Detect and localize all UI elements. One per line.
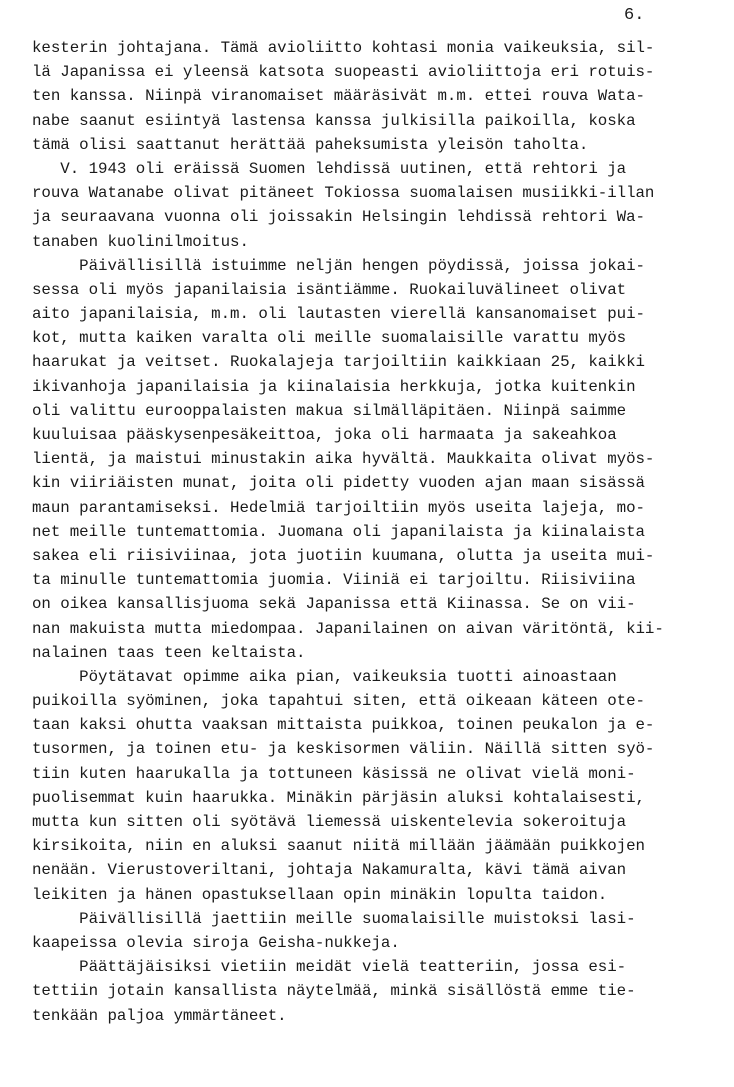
paragraph [32, 665, 732, 907]
text-line: leikiten ja hänen opastuksellaan opin minäkin lopulta taidon. [32, 885, 608, 904]
text-line: Pöytätavat opimme aika pian, vaikeuksia tuotti ainoastaan [32, 667, 617, 686]
text-line: kesterin johtajana. Tämä avioliitto kohtasi monia vaikeuksia, sil- [32, 39, 655, 57]
body-text [32, 36, 732, 1028]
text-line: kuuluisaa pääskysenpesäkeittoa, joka oli harmaata ja sakeahkoa [32, 426, 617, 444]
text-line: Päättäjäisiksi vietiin meidät vielä teatteriin, jossa esi- [32, 958, 627, 977]
text-line: tenkään paljoa ymmärtäneet. [32, 1006, 287, 1025]
page-number: 6. [624, 6, 645, 25]
text-line: nenään. Vierustoveriltani, johtaja Nakamuralta, kävi tämä aivan [32, 861, 627, 880]
paragraph [32, 254, 732, 665]
text-line: lä Japanissa ei yleensä katsota suopeasti avioliittoja eri rotuis- [32, 63, 655, 82]
text-line: V. 1943 oli eräissä Suomen lehdissä uutinen, että rehtori ja [32, 159, 627, 178]
text-line: kot, mutta kaiken varalta oli meille suomalaisille varattu myös [32, 329, 627, 348]
text-line: ja seuraavana vuonna oli joissakin Helsingin lehdissä rehtori Wa- [32, 208, 645, 227]
text-line: ikivanhoja japanilaisia ja kiinalaisia herkkuja, jotka kuitenkin [32, 377, 636, 396]
text-line: ten kanssa. Niinpä viranomaiset määräsivät m.m. ettei rouva Wata- [32, 87, 645, 106]
text-line: oli valittu eurooppalaisten makua silmälläpitäen. Niinpä saimme [32, 401, 627, 420]
text-line: Päivällisillä istuimme neljän hengen pöydissä, joissa jokai- [32, 256, 645, 275]
text-line: kin viiriäisten munat, joita oli pidetty vuoden ajan maan sisässä [32, 474, 645, 493]
text-line: nan makuista mutta miedompaa. Japanilainen on aivan väritöntä, kii- [32, 619, 664, 638]
text-line: lientä, ja maistui minustakin aika hyvältä. Maukkaita olivat myös- [32, 450, 655, 469]
text-line: nalainen taas teen keltaista. [32, 643, 306, 662]
text-line: kaapeissa olevia siroja Geisha-nukkeja. [32, 933, 400, 952]
text-line: tämä olisi saattanut herättää paheksumista yleisön taholta. [32, 135, 589, 154]
paragraph [32, 157, 732, 254]
text-line: nabe saanut esiintyä lastensa kanssa julkisilla paikoilla, koska [32, 111, 636, 130]
text-line: on oikea kansallisjuoma sekä Japanissa että Kiinassa. Se on vii- [32, 595, 636, 614]
text-line: haarukat ja veitset. Ruokalajeja tarjoiltiin kaikkiaan 25, kaikki [32, 353, 645, 372]
text-line: taan kaksi ohutta vaaksan mittaista puikkoa, toinen peukalon ja e- [32, 716, 655, 735]
text-line: kirsikoita, niin en aluksi saanut niitä millään jäämään puikkojen [32, 837, 645, 856]
text-line: ta minulle tuntemattomia juomia. Viiniä ei tarjoiltu. Riisiviina [32, 571, 636, 590]
text-line: rouva Watanabe olivat pitäneet Tokiossa suomalaisen musiikki-illan [32, 184, 655, 203]
text-line: Päivällisillä jaettiin meille suomalaisille muistoksi lasi- [32, 909, 636, 928]
text-line: sessa oli myös japanilaisia isäntiämme. Ruokailuvälineet olivat [32, 280, 627, 299]
text-line: puolisemmat kuin haarukka. Minäkin pärjäsin aluksi kohtalaisesti, [32, 788, 645, 807]
text-line: net meille tuntemattomia. Juomana oli japanilaista ja kiinalaista [32, 522, 645, 541]
paragraph [32, 907, 732, 955]
paragraph [32, 955, 732, 1028]
text-line: tettiin jotain kansallista näytelmää, minkä sisällöstä emme tie- [32, 982, 636, 1001]
text-line: mutta kun sitten oli syötävä liemessä uiskentelevia sokeroituja [32, 813, 627, 831]
paragraph [32, 36, 732, 157]
text-line: tiin kuten haarukalla ja tottuneen käsissä ne olivat vielä moni- [32, 764, 636, 783]
text-line: sakea eli riisiviinaa, jota juotiin kuumana, olutta ja useita mui- [32, 546, 655, 565]
text-line: maun parantamiseksi. Hedelmiä tarjoiltiin myös useita lajeja, mo- [32, 498, 645, 517]
text-line: tanaben kuolinilmoitus. [32, 232, 249, 251]
text-line: tusormen, ja toinen etu- ja keskisormen väliin. Näillä sitten syö- [32, 740, 655, 759]
text-line: puikoilla syöminen, joka tapahtui siten, että oikeaan käteen ote- [32, 692, 645, 711]
text-line: aito japanilaisia, m.m. oli lautasten vierellä kansanomaiset pui- [32, 305, 645, 324]
